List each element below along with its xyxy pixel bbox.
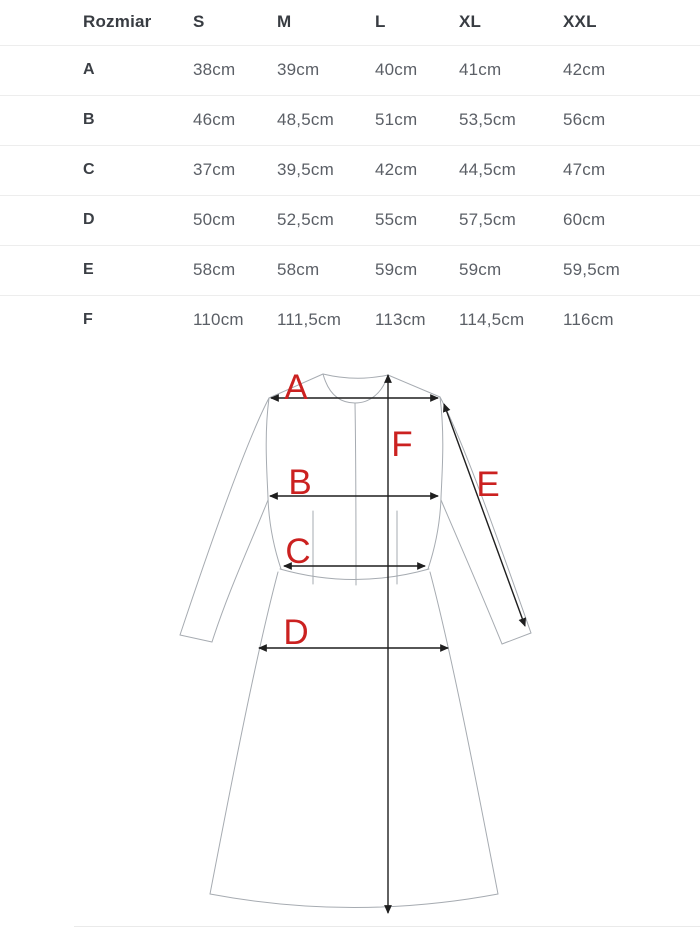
cell-d-s: 50cm (193, 210, 236, 229)
cell-c-m: 39,5cm (277, 160, 334, 179)
cell-b-s: 46cm (193, 110, 236, 129)
cell-e-l: 59cm (375, 260, 418, 279)
measure-label-c: C (285, 532, 311, 571)
cell-e-xl: 59cm (459, 260, 502, 279)
section-divider (74, 926, 700, 927)
cell-c-xxl: 47cm (563, 160, 606, 179)
right-cuff-edge (502, 633, 531, 644)
cell-b-l: 51cm (375, 110, 418, 129)
hem-curve (210, 894, 498, 908)
cell-f-xl: 114,5cm (459, 310, 525, 330)
dress-measurement-diagram (0, 350, 700, 933)
right-bodice-side (428, 397, 443, 569)
cell-e-xxl: 59,5cm (563, 260, 620, 279)
cell-f-xxl: 116cm (563, 310, 614, 330)
skirt-right-side (430, 572, 498, 894)
measure-label-f: F (391, 425, 413, 464)
cell-e-m: 58cm (277, 260, 320, 279)
cell-c-s: 37cm (193, 160, 236, 179)
left-bodice-side (266, 398, 281, 569)
row-label-b: B (83, 111, 95, 128)
cell-a-m: 39cm (277, 60, 320, 79)
size-table (0, 0, 700, 345)
dress-outline (180, 374, 531, 908)
measurement-labels (283, 368, 499, 652)
table-row-e (0, 245, 700, 295)
cell-c-l: 42cm (375, 160, 418, 179)
size-table-header-row (0, 0, 700, 45)
left-cuff-edge (180, 635, 212, 642)
measure-line-e-sleeve (444, 404, 525, 626)
row-label-c: C (83, 161, 95, 178)
measure-label-a: A (284, 368, 308, 407)
column-header-m: M (277, 12, 292, 32)
cell-e-s: 58cm (193, 260, 236, 279)
column-header-l: L (375, 12, 386, 32)
cell-a-s: 38cm (193, 60, 236, 79)
cell-a-xxl: 42cm (563, 60, 606, 79)
cell-b-m: 48,5cm (277, 110, 334, 129)
table-row-d (0, 195, 700, 245)
skirt-left-side (210, 572, 278, 894)
right-shoulder-seam (388, 375, 440, 397)
dress-schematic-svg (0, 350, 700, 933)
table-row-f (0, 295, 700, 345)
cell-a-l: 40cm (375, 60, 418, 79)
measure-label-e: E (476, 465, 500, 504)
cell-a-xl: 41cm (459, 60, 502, 79)
cell-d-xl: 57,5cm (459, 210, 516, 229)
measure-label-b: B (288, 463, 312, 502)
cell-d-m: 52,5cm (277, 210, 334, 229)
right-sleeve-inner (441, 500, 502, 644)
table-row-b (0, 95, 700, 145)
column-header-xl: XL (459, 12, 482, 32)
left-sleeve-inner (212, 500, 268, 642)
left-sleeve-outer (180, 398, 269, 635)
column-header-s: S (193, 12, 205, 32)
row-label-f: F (83, 311, 93, 329)
column-header-rozmiar: Rozmiar (83, 12, 152, 32)
row-label-a: A (83, 61, 95, 78)
row-label-e: E (83, 261, 94, 278)
cell-d-l: 55cm (375, 210, 418, 229)
cell-d-xxl: 60cm (563, 210, 606, 229)
cell-b-xxl: 56cm (563, 110, 606, 129)
table-row-c (0, 145, 700, 195)
cell-b-xl: 53,5cm (459, 110, 516, 129)
row-label-d: D (83, 211, 95, 228)
table-row-a (0, 45, 700, 95)
back-neckline (323, 374, 388, 378)
cell-c-xl: 44,5cm (459, 160, 516, 179)
center-front-seam (355, 403, 356, 585)
column-header-xxl: XXL (563, 12, 597, 32)
measure-label-d: D (283, 613, 309, 652)
cell-f-s: 110cm (193, 310, 244, 330)
cell-f-l: 113cm (375, 310, 426, 330)
cell-f-m: 111,5cm (277, 310, 342, 330)
